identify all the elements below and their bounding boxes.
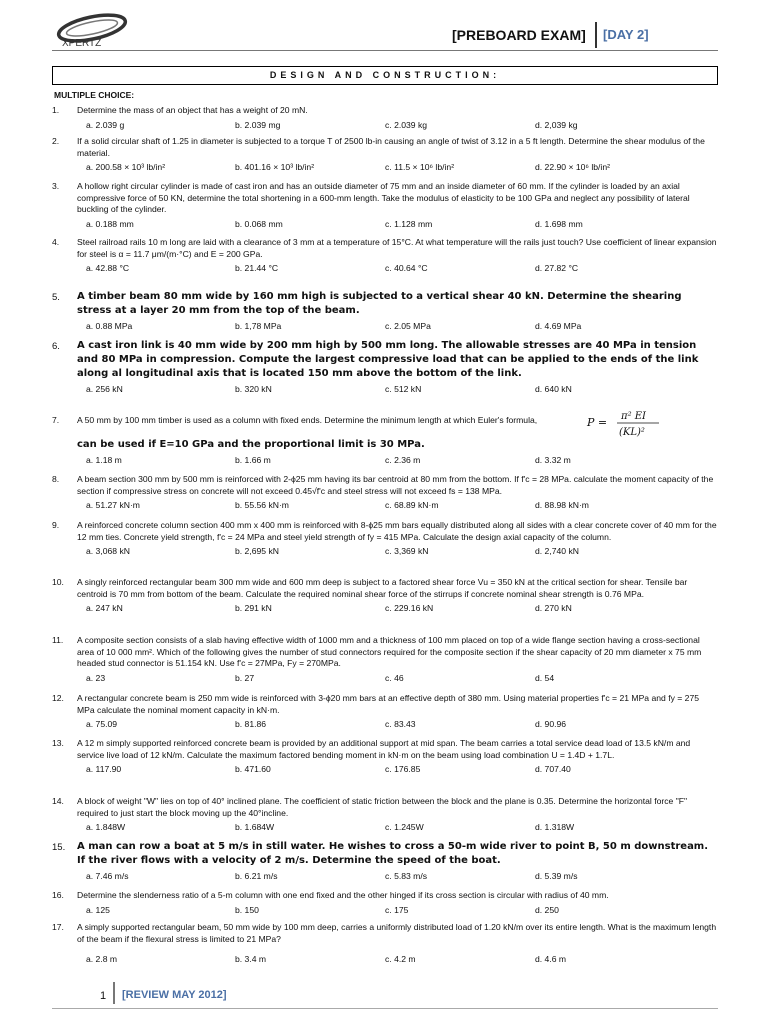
question-number: 9.: [52, 520, 60, 530]
question-number: 8.: [52, 474, 60, 484]
option-d: d. 2,740 kN: [535, 546, 579, 556]
option-d: d. 3.32 m: [535, 454, 571, 465]
question-11: [52, 635, 717, 685]
xpertz-logo: [52, 12, 132, 50]
question-16: [52, 890, 717, 917]
option-a: a. 3,068 kN: [86, 546, 130, 556]
option-c: c. 2.36 m: [385, 454, 421, 465]
question-10: [52, 577, 717, 615]
option-c: c. 3,369 kN: [385, 546, 429, 556]
option-b: b. 21.44 °C: [235, 263, 279, 273]
svg-text:(KL)²: (KL)²: [619, 427, 645, 438]
option-d: d. 640 kN: [535, 384, 572, 394]
option-b: b. 471.60: [235, 764, 271, 774]
option-b: b. 320 kN: [235, 384, 272, 394]
option-a: a. 7.46 m/s: [86, 871, 129, 881]
option-c: c. 176.85: [385, 764, 421, 774]
option-c: c. 40.64 °C: [385, 263, 428, 273]
option-d: d. 88.98 kN·m: [535, 500, 589, 510]
option-d: d. 707.40: [535, 764, 571, 774]
question-number: 2.: [52, 136, 60, 146]
option-b: b. 291 kN: [235, 603, 272, 613]
option-d: d. 22.90 × 10⁶ lb/in²: [535, 162, 610, 172]
question-number: 15.: [52, 842, 66, 853]
question-number: 7.: [52, 415, 60, 425]
question-number: 6.: [52, 341, 60, 352]
question-6: [52, 339, 717, 396]
footer-divider: [113, 982, 115, 1004]
question-text: If a solid circular shaft of 1.25 in diameter is subjected to a torque T of 2500 lb-in causing an angle of twist of 3.12 in a 5 ft length. Determine the shear modulus of the material.: [77, 136, 705, 158]
option-c: c. 175: [385, 904, 409, 915]
question-text: A block of weight "W" lies on top of 40° inclined plane. The coefficient of static friction between the block and the plane is 0.35. Determine the horizontal force "F" required to just start the block moving up the 40°incline.: [77, 796, 688, 818]
options: [52, 384, 717, 396]
question-number: 5.: [52, 292, 60, 303]
option-a: a. 256 kN: [86, 384, 123, 394]
option-a: a. 42.88 °C: [86, 263, 130, 273]
option-b: b. 2,695 kN: [235, 546, 279, 556]
question-2: [52, 136, 717, 174]
option-c: c. 512 kN: [385, 384, 422, 394]
question-text: A hollow right circular cylinder is made of cast iron and has an outside diameter of 75 mm and an inside diameter of 60 mm. If the cylinder is loaded by an axial compressive force of 50 KN, determine the total shortening in a 600-mm length. Take the modulus of elasticity to be 100 GPa and neglect any possibility of lateral buckling of the cylinder.: [77, 181, 690, 214]
options: [52, 871, 717, 883]
question-number: 3.: [52, 181, 60, 191]
option-a: a. 1.848W: [86, 822, 126, 832]
option-a: a. 247 kN: [86, 603, 123, 613]
review-label: [REVIEW MAY 2012]: [122, 989, 227, 1001]
question-text: A reinforced concrete column section 400 mm x 400 mm is reinforced with 8-ϕ25 mm bars equally distributed along all sides with a clear concrete cover of 40 mm for the 12 mm ties. Concrete yield strength, f'c = 24 MPa and steel yield strength of fy = 415 MPa. Calculate the design axial capacity of the column.: [77, 520, 717, 542]
question-13: [52, 738, 717, 776]
options: [52, 764, 717, 776]
option-a: a. 117.90: [86, 764, 122, 774]
options: [52, 954, 717, 966]
option-a: a. 2.039 g: [86, 119, 125, 130]
question-4: [52, 237, 717, 275]
question-1: [52, 105, 717, 132]
question-17: [52, 922, 717, 966]
option-c: c. 11.5 × 10⁶ lb/in²: [385, 162, 455, 172]
option-b: b. 401.16 × 10³ lb/in²: [235, 162, 315, 172]
question-3: [52, 181, 717, 231]
options: [52, 603, 717, 615]
option-b: b. 3.4 m: [235, 954, 267, 964]
option-d: d. 1.698 mm: [535, 218, 583, 229]
options: [52, 905, 717, 917]
option-a: a. 2.8 m: [86, 954, 118, 964]
options: [52, 120, 717, 132]
option-b: b. 1.684W: [235, 822, 275, 832]
option-c: c. 229.16 kN: [385, 603, 434, 613]
question-text: A simply supported rectangular beam, 50 mm wide by 100 mm deep, carries a uniformly distributed load of 1.20 kN/m over its entire length. What is the maximum length of the beam if the flexural stress is limited to 21 MPa?: [77, 922, 717, 944]
option-d: d. 54: [535, 672, 555, 683]
question-8: [52, 474, 717, 512]
header-divider: [595, 22, 597, 48]
svg-text:π² EI: π² EI: [621, 411, 647, 422]
question-number: 13.: [52, 738, 64, 748]
question-9: [52, 520, 717, 558]
question-number: 17.: [52, 922, 64, 932]
option-d: d. 5.39 m/s: [535, 871, 578, 881]
question-number: 14.: [52, 796, 64, 806]
question-number: 4.: [52, 237, 60, 247]
option-a: a. 1.18 m: [86, 454, 122, 465]
question-text: Determine the mass of an object that has a weight of 20 mN.: [77, 105, 308, 115]
question-text-continued: can be used if E=10 GPa and the proportional limit is 30 MPa.: [77, 438, 425, 450]
option-c: c. 68.89 kN·m: [385, 500, 439, 510]
option-d: d. 90.96: [535, 719, 567, 729]
option-a: a. 75.09: [86, 719, 118, 729]
options: [52, 321, 717, 333]
question-text: A 12 m simply supported reinforced concrete beam is provided by an additional support at mid span. The beam carries a total service dead load of 13.5 kN/m and service live load of 12 kN/m. Calculate the maximum factored bending moment in kN·m on the beam using load combination U = 1.4D + 1.7L.: [77, 738, 691, 760]
option-b: b. 27: [235, 672, 255, 683]
question-14: [52, 796, 717, 834]
option-a: a. 23: [86, 672, 106, 683]
options: [52, 719, 717, 731]
option-d: d. 250: [535, 904, 559, 915]
option-a: a. 0.188 mm: [86, 218, 134, 229]
options: [52, 219, 717, 231]
header-rule: [52, 50, 718, 51]
question-number: 1.: [52, 105, 60, 115]
options: [52, 455, 717, 467]
section-title: DESIGN AND CONSTRUCTION:: [52, 66, 718, 85]
option-b: b. 150: [235, 904, 259, 915]
footer-rule: [52, 1008, 718, 1009]
option-b: b. 2.039 mg: [235, 119, 281, 130]
option-c: c. 2.039 kg: [385, 119, 428, 130]
question-text: Determine the slenderness ratio of a 5-m column with one end fixed and the other hinged if its cross section is circular with radius of 40 mm.: [77, 890, 609, 900]
question-text: A man can row a boat at 5 m/s in still water. He wishes to cross a 50-m wide river to point B, 50 m downstream. If the river flows with a velocity of 2 m/s. Determine the speed of the boat.: [77, 841, 709, 866]
option-b: b. 1.66 m: [235, 454, 271, 465]
option-d: d. 270 kN: [535, 603, 572, 613]
option-c: c. 4.2 m: [385, 954, 416, 964]
exam-title: [PREBOARD EXAM]: [452, 27, 586, 43]
question-12: [52, 693, 717, 731]
option-d: d. 2,039 kg: [535, 119, 578, 130]
question-number: 16.: [52, 890, 64, 900]
question-text: A 50 mm by 100 mm timber is used as a column with fixed ends. Determine the minimum length at which Euler's formula,: [77, 415, 538, 425]
options: [52, 673, 717, 685]
question-number: 12.: [52, 693, 64, 703]
options: [52, 822, 717, 834]
question-number: 10.: [52, 577, 64, 587]
question-text: A timber beam 80 mm wide by 160 mm high is subjected to a vertical shear 40 kN. Determine the shearing stress at a layer 20 mm from the top of the beam.: [77, 291, 682, 316]
option-a: a. 200.58 × 10³ lb/in²: [86, 162, 166, 172]
question-text: Steel railroad rails 10 m long are laid with a clearance of 3 mm at a temperature of 15°C. At what temperature will the rails just touch? Use coefficient of linear expansion for steel is α = 11.7 μm/(m·°C) and E = 200 GPa.: [77, 237, 717, 259]
option-d: d. 4.69 MPa: [535, 321, 582, 331]
exam-day: [DAY 2]: [603, 27, 649, 42]
option-c: c. 2.05 MPa: [385, 321, 431, 331]
option-c: c. 5.83 m/s: [385, 871, 428, 881]
svg-text:XPERTZ: XPERTZ: [62, 38, 102, 49]
multiple-choice-label: MULTIPLE CHOICE:: [54, 90, 135, 100]
option-d: d. 4.6 m: [535, 954, 567, 964]
question-text: A cast iron link is 40 mm wide by 200 mm high by 500 mm long. The allowable stresses are 40 MPa in tension and 80 MPa in compression. Compute the largest compressive load that can be applied to the ends of the link along al longitudinal axis that is located 150 mm above the bottom of the link.: [77, 340, 699, 379]
option-d: d. 1.318W: [535, 822, 575, 832]
options: [52, 162, 717, 174]
question-text: A composite section consists of a slab having effective width of 1000 mm and a thickness of 100 mm placed on top of a wide flange section having a cross-sectional area of 10 000 mm². Which of the following gives the number of stud connectors required for the composite section if the shear capacity of 20 mm diameter x 75 mm headed stud connector is 51.154 kN. Use f'c = 27MPa, Fy = 270MPa.: [77, 635, 702, 668]
option-b: b. 1,78 MPa: [235, 321, 282, 331]
question-5: [52, 290, 717, 333]
option-c: c. 46: [385, 672, 404, 683]
option-a: a. 0.88 MPa: [86, 321, 133, 331]
option-a: a. 125: [86, 904, 110, 915]
option-b: b. 81.86: [235, 719, 267, 729]
option-c: c. 1.128 mm: [385, 218, 433, 229]
option-b: b. 55.56 kN·m: [235, 500, 289, 510]
option-b: b. 6.21 m/s: [235, 871, 278, 881]
options: [52, 546, 717, 558]
options: [52, 500, 717, 512]
option-c: c. 1.245W: [385, 822, 424, 832]
question-text: A beam section 300 mm by 500 mm is reinforced with 2-ϕ25 mm having its bar centroid at 80 mm from the bottom. If f'c = 28 MPa. calculate the moment capacity of the section if compressive stress on concrete will not exceed 0.45√f'c and steel stress will not exceed fs = 138 MPa.: [77, 474, 714, 496]
option-a: a. 51.27 kN·m: [86, 500, 140, 510]
svg-text:P =: P =: [587, 416, 608, 429]
page-number: 1: [100, 990, 107, 1002]
question-text: A singly reinforced rectangular beam 300 mm wide and 600 mm deep is subject to a factored shear force Vu = 350 kN at the critical section for shear. Tensile bar centroid is 70 mm from bottom of the beam. Calculate the required nominal shear force of the stirrups if concrete nominal shear strength is 0.76 MPa.: [77, 577, 688, 599]
option-b: b. 0.068 mm: [235, 218, 283, 229]
euler-formula-image: [585, 406, 695, 440]
option-c: c. 83.43: [385, 719, 416, 729]
question-number: 11.: [52, 635, 64, 645]
question-15: [52, 840, 717, 883]
question-text: A rectangular concrete beam is 250 mm wide is reinforced with 3-ϕ20 mm bars at an effective depth of 380 mm. Using material properties f'c = 21 MPa and fy = 275 MPa calculate the nominal moment capacity in kN·m.: [77, 693, 700, 715]
options: [52, 263, 717, 275]
option-d: d. 27.82 °C: [535, 263, 579, 273]
